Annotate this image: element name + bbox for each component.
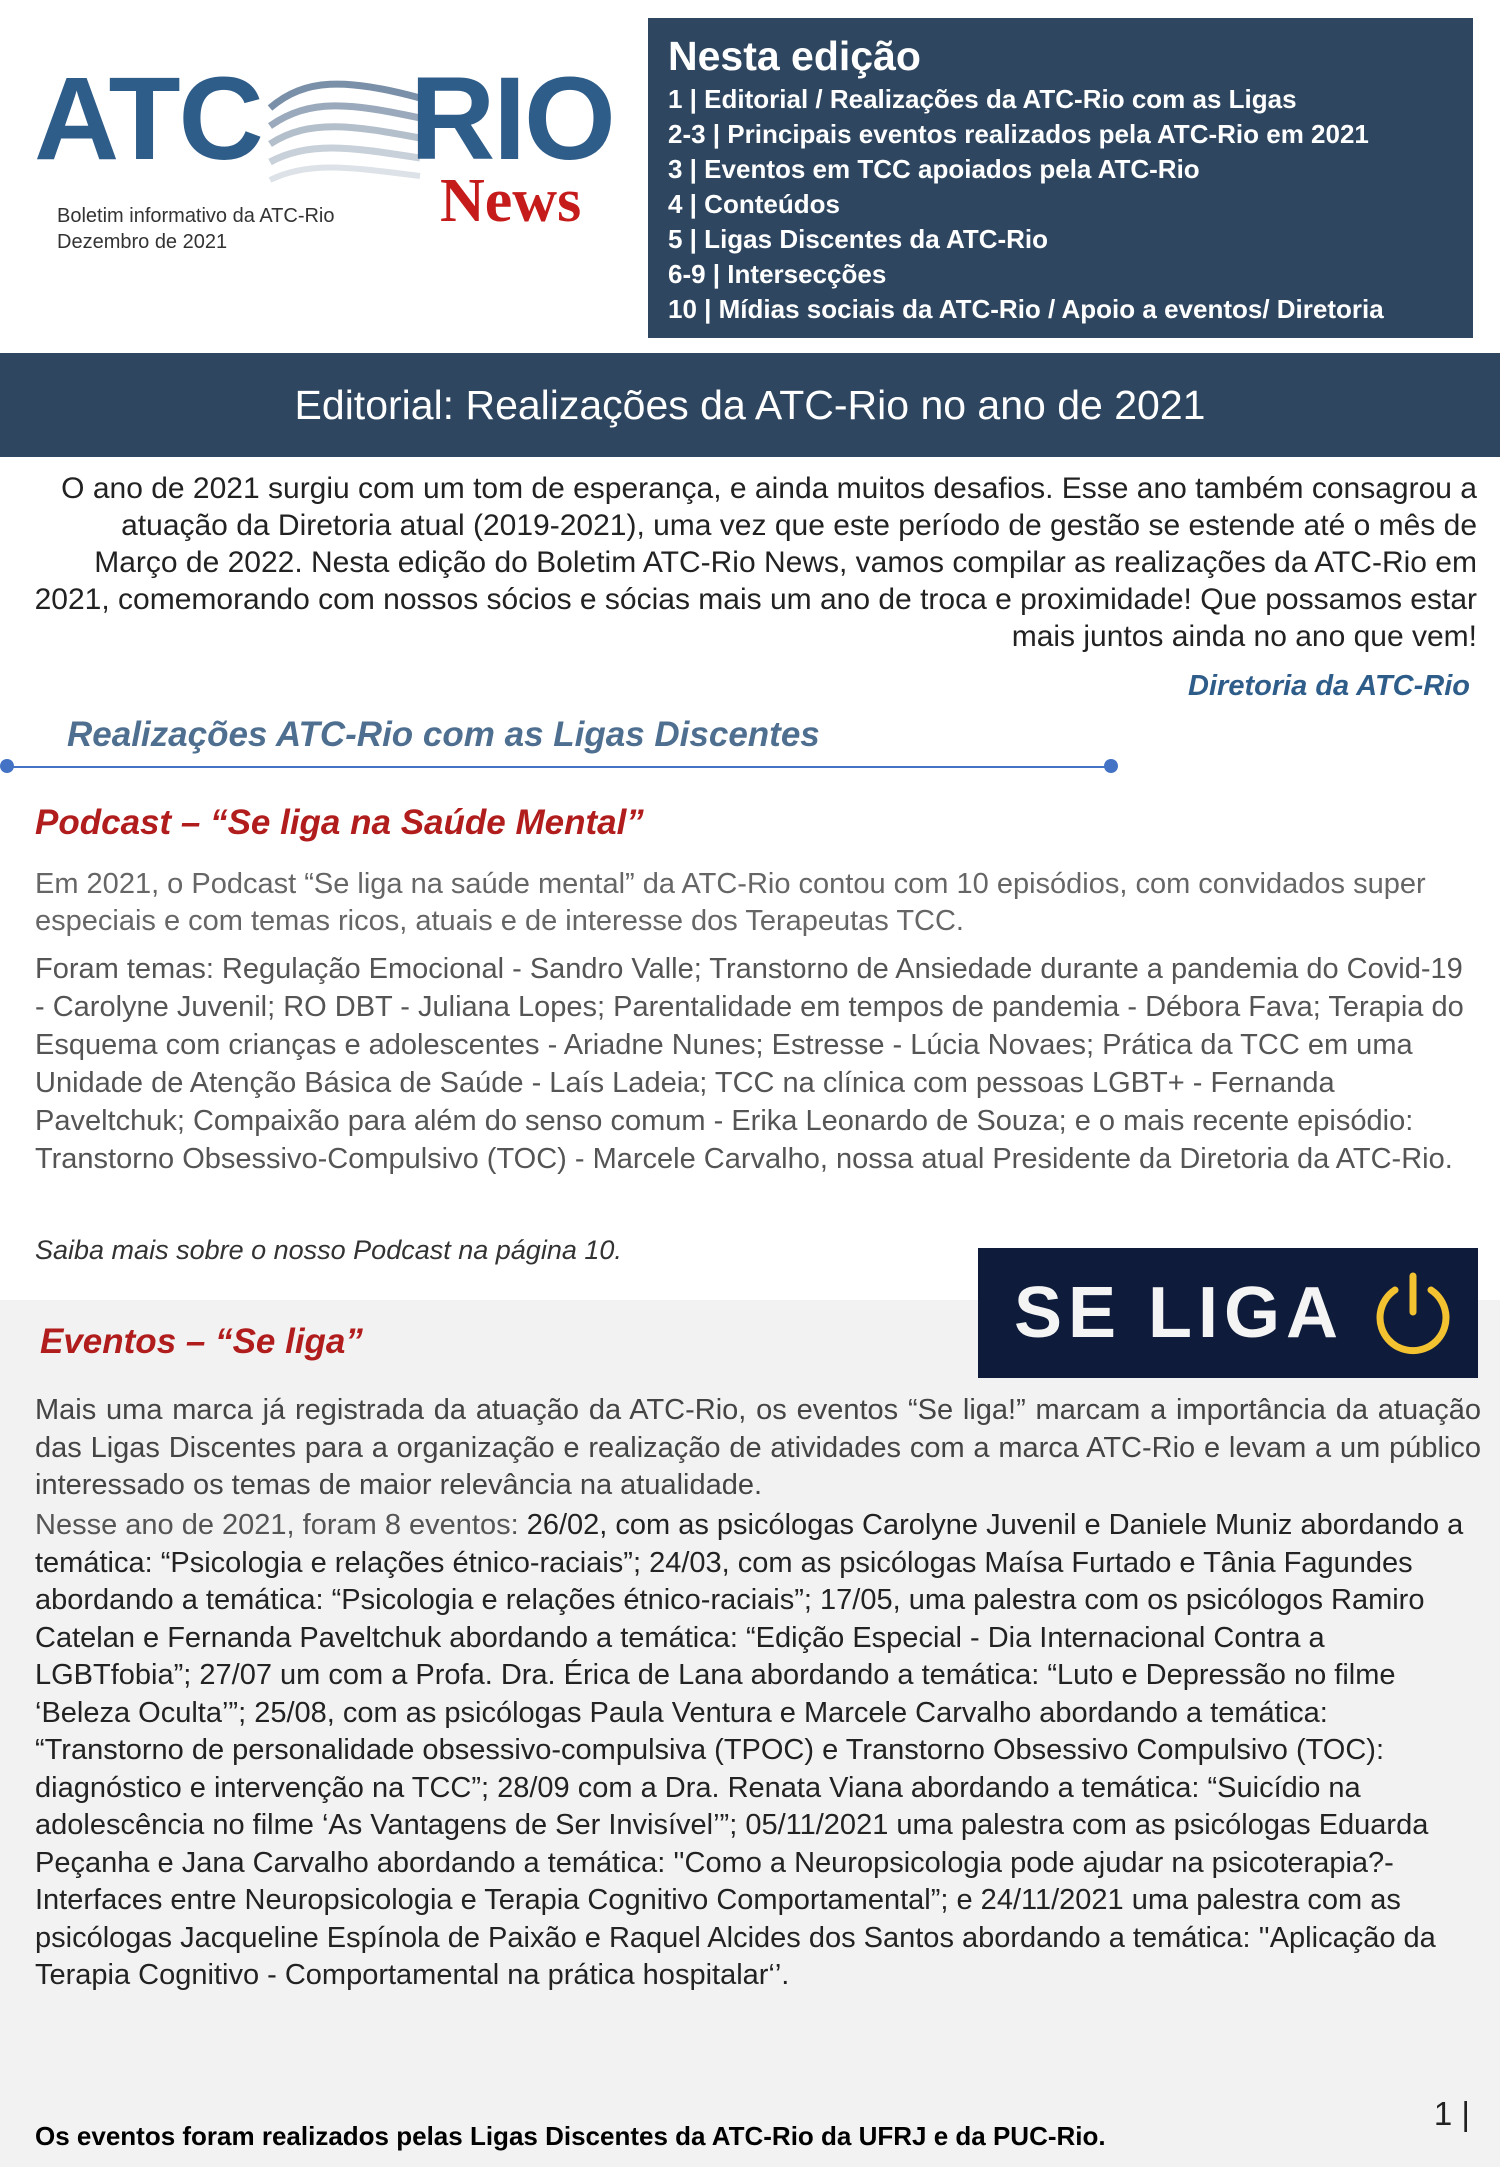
podcast-topics: Foram temas: Regulação Emocional - Sandro Valle; Transtorno de Ansiedade durante a pandemia do Covid-19 - Carolyne Juvenil; RO DBT - Juliana Lopes; Parentalidade em tempos de pandemia - Débora Fava; Terapia do Esquema com crianças e adolescentes - Ariadne Nunes; Estresse - Lúcia Novaes; Prática da TCC em uma Unidade de Atenção Básica de Saúde - Laís Ladeia; TCC na clínica com pessoas LGBT+ - Fernanda Paveltchuk; Compaixão para além do senso comum - Erika Leonardo de Souza; e o mais recente episódio: Transtorno Obsessivo-Compulsivo (TOC) - Marcele Carvalho, nossa atual Presidente da Diretoria da ATC-Rio. <box>35 953 1464 1175</box>
section-divider <box>7 766 1111 768</box>
divider-dot-left <box>0 759 14 773</box>
events-footer-note: Os eventos foram realizados pelas Ligas Discentes da ATC-Rio da UFRJ e da PUC-Rio. <box>35 2121 1106 2151</box>
banner-text: SE LIGA <box>1014 1273 1345 1353</box>
se-liga-banner <box>978 1248 1478 1378</box>
tagline <box>57 203 335 255</box>
podcast-note: Saiba mais sobre o nosso Podcast na página 10. <box>35 1235 622 1265</box>
editorial-text: O ano de 2021 surgiu com um tom de esperança, e ainda muitos desafios. Esse ano também consagrou a atuação da Diretoria atual (2019-2021), uma vez que este período de gestão se estende até o mês de Março de 2022. Nesta edição do Boletim ATC-Rio News, vamos compilar as realizações da ATC-Rio em 2021, comemorando com nossos sócios e sócias mais um ano de troca e proximidade! Que possamos estar mais juntos ainda no ano que vem! <box>34 472 1477 653</box>
toc-title: Nesta edição <box>668 33 921 79</box>
events-list <box>35 1507 1481 1995</box>
page-number: 1 | <box>1433 2095 1470 2132</box>
editorial-signature: Diretoria da ATC-Rio <box>1188 670 1470 702</box>
events-list-lead: Nesse ano de 2021, foram 8 eventos: <box>35 1509 527 1541</box>
tagline-line1: Boletim informativo da ATC-Rio <box>57 205 335 227</box>
events-title: Eventos – “Se liga” <box>40 1322 363 1361</box>
logo-rio-text: RIO <box>410 53 614 185</box>
divider-dot-right <box>1104 759 1118 773</box>
logo-news-text: News <box>440 167 582 235</box>
events-list-body: 26/02, com as psicólogas Carolyne Juvenil e Daniele Muniz abordando a temática: “Psicologia e relações étnico-raciais”; 24/03, com as psicólogas Maísa Furtado e Tânia Fagundes abordando a temática: “Psicologia e relações étnico-raciais”; 17/05, uma palestra com os psicólogos Ramiro Catelan e Fernanda Paveltchuk abordando a temática: “Edição Especial - Dia Internacional Contra a LGBTfobia”; 27/07 um com a Profa. Dra. Érica de Lana abordando a temática: “Luto e Depressão no filme ‘Beleza Oculta’”; 25/08, com as psicólogas Paula Ventura e Marcele Carvalho abordando a temática: “Transtorno de personalidade obsessivo-compulsiva (TPOC) e Transtorno Obsessivo Compulsivo (TOC): diagnóstico e intervenção na TCC”; 28/09 com a Dra. Renata Viana abordando a temática: “Suicídio na adolescência no filme ‘As Vantagens de Ser Invisível’”; 05/11/2021 uma palestra com as psicólogas Eduarda Peçanha e Jana Carvalho abordando a temática: ''Como a Neuropsicologia pode ajudar na psicoterapia?- Interfaces entre Neuropsicologia e Terapia Cognitivo Comportamental”; e 24/11/2021 uma palestra com as psicólogas Jacqueline Espínola de Paixão e Raquel Alcides dos Santos abordando a temática: ''Aplicação da Terapia Cognitivo - Comportamental na prática hospitalar‘’. <box>35 1509 1464 1991</box>
events-intro: Mais uma marca já registrada da atuação da ATC-Rio, os eventos “Se liga!” marcam a importância da atuação das Ligas Discentes para a organização e realização de atividades com a marca ATC-Rio e levam a um público interessado os temas de maior relevância na atualidade. <box>35 1394 1481 1501</box>
editorial-heading: Editorial: Realizações da ATC-Rio no ano de 2021 <box>0 353 1500 457</box>
logo-waves-icon <box>265 68 425 188</box>
podcast-title: Podcast – “Se liga na Saúde Mental” <box>35 803 644 842</box>
logo-atc-text: ATC <box>34 53 262 185</box>
power-icon <box>1368 1268 1458 1358</box>
toc-item: 5 | Ligas Discentes da ATC-Rio <box>668 224 1049 254</box>
tagline-line2: Dezembro de 2021 <box>57 231 228 253</box>
section-heading: Realizações ATC-Rio com as Ligas Discentes <box>67 715 820 754</box>
toc-item: 3 | Eventos em TCC apoiados pela ATC-Rio <box>668 154 1200 184</box>
toc-item: 4 | Conteúdos <box>668 189 840 219</box>
toc-item: 10 | Mídias sociais da ATC-Rio / Apoio a eventos/ Diretoria <box>668 294 1384 324</box>
toc-item: 1 | Editorial / Realizações da ATC-Rio com as Ligas <box>668 84 1297 114</box>
toc-item: 6-9 | Intersecções <box>668 259 887 289</box>
toc-item: 2-3 | Principais eventos realizados pela ATC-Rio em 2021 <box>668 119 1369 149</box>
table-of-contents <box>648 18 1473 338</box>
podcast-intro: Em 2021, o Podcast “Se liga na saúde mental” da ATC-Rio contou com 10 episódios, com convidados super especiais e com temas ricos, atuais e de interesse dos Terapeutas TCC. <box>35 868 1426 937</box>
